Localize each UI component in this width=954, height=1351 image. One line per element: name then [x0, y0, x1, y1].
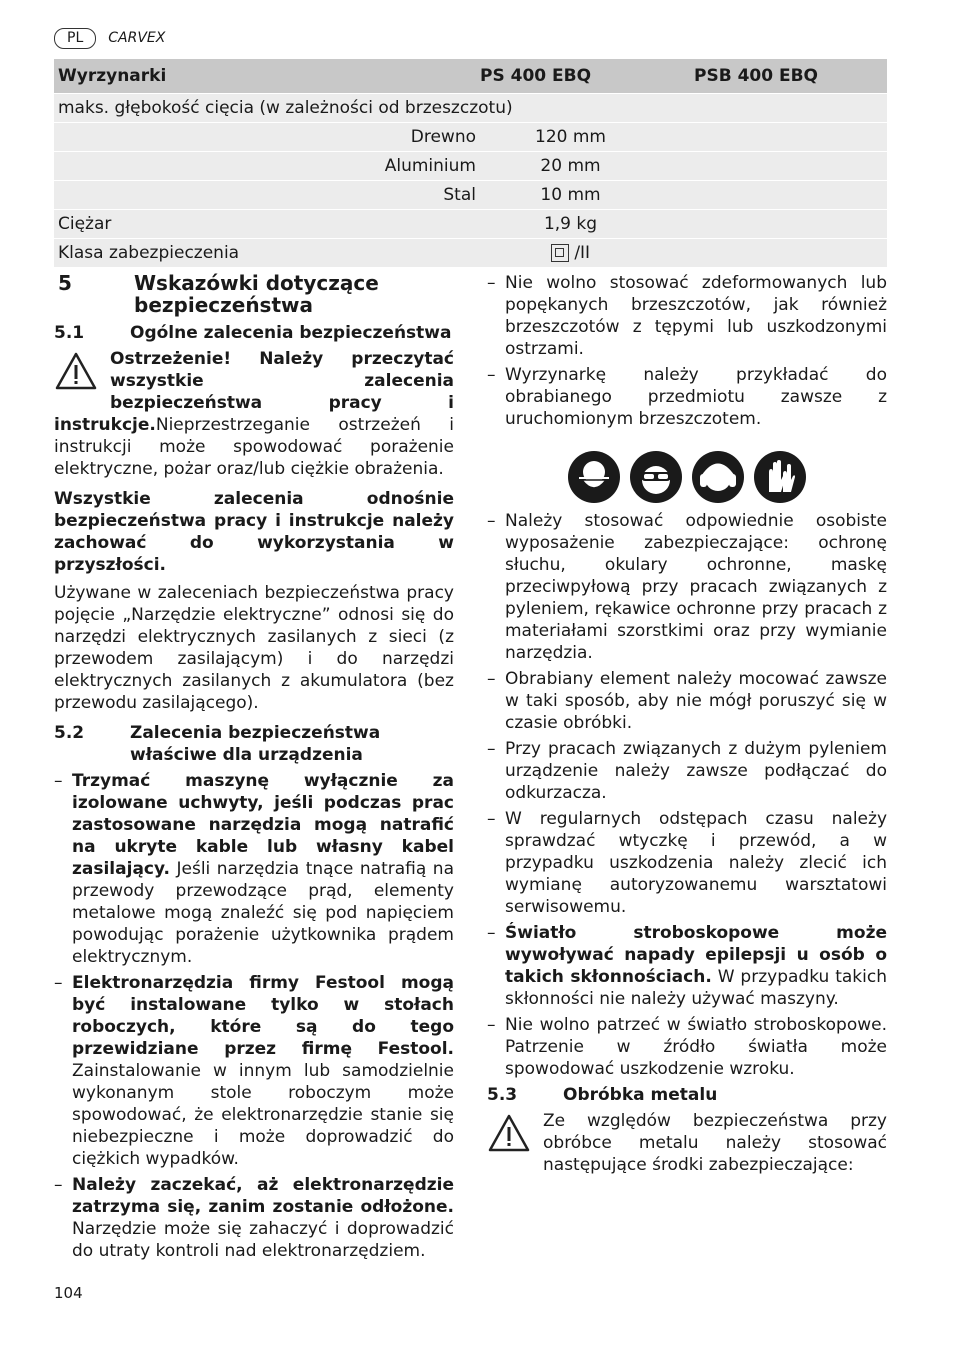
language-badge: PL [54, 28, 96, 49]
safety-goggles-icon [629, 450, 683, 504]
section-heading: Ogólne zalecenia bezpieczeństwa [130, 323, 452, 343]
table-row [54, 210, 887, 239]
warning-triangle-icon [487, 1112, 531, 1156]
warning-block [54, 348, 454, 480]
ear-protection-icon [691, 450, 745, 504]
page-number: 104 [54, 1284, 83, 1302]
warning-block [487, 1110, 887, 1176]
item-text: Nie wolno stosować zdeformowanych lub popękanych brzeszczotów, jak również brzeszczotów z tępymi lub uszkodzonymi ostrzami. [505, 273, 887, 359]
warning-text: Nieprzestrzeganie ostrzeżeń i instrukcji może spowodować porażenie elektryczne, pożar oraz/lub ciężkie obrażenia. [54, 415, 454, 479]
list-item: – Światło stroboskopowe może wywoływać napady epilepsji u osób o takich skłonnościach. W przypadku takich skłonności nie należy używać maszyny. [487, 923, 887, 1009]
ppe-icons [487, 450, 887, 504]
item-bold: Trzymać maszynę wyłącznie za izolowane uchwyty, jeśli podczas prac zastosowane narzędzia mogą natrafić na ukryte kable lub własny kabel zasilający. [72, 771, 454, 879]
item-text: Zainstalowanie w innym lub samodzielnie wykonanym stole roboczym może spowodować, że elektronarzędzie stanie się niebezpieczne i może doprowadzić do ciężkich wypadków. [72, 1061, 454, 1169]
list-item: – Wyrzynarkę należy przykładać do obrabianego przedmiotu zawsze z uruchomionym brzeszczotem. [487, 365, 887, 429]
row-label: Aluminium [54, 152, 480, 181]
section-5-3-title [487, 1084, 887, 1106]
section-number: 5.1 [54, 323, 85, 343]
row-value: 120 mm [480, 123, 887, 152]
row-value: 10 mm [480, 181, 887, 210]
section-number: 5 [58, 271, 72, 295]
row-label: Drewno [54, 123, 480, 152]
row-label: Stal [54, 181, 480, 210]
list-item: – Obrabiany element należy mocować zawsze w taki sposób, aby nie mógł poruszyć się w czasie obróbki. [487, 669, 887, 733]
item-bold: Należy zaczekać, aż elektronarzędzie zatrzyma się, zanim zostanie odłożone. [72, 1175, 454, 1217]
warning-triangle-icon [54, 350, 98, 394]
dust-mask-icon [567, 450, 621, 504]
item-text: Nie wolno patrzeć w światło stroboskopowe. Patrzenie w źródło światła może spowodować uszkodzenie wzroku. [505, 1015, 887, 1079]
item-bold: Elektronarzędzia firmy Festool mogą być instalowane tylko w stołach roboczych, które są do tego przewidziane przez firmę Festool. [72, 973, 454, 1059]
section-5-title [54, 272, 454, 316]
warning-text: Ze względów bezpieczeństwa przy obróbce metalu należy stosować następujące środki zabezpieczające: [543, 1111, 887, 1175]
item-text: Obrabiany element należy mocować zawsze w taki sposób, aby nie mógł poruszyć się w czasie obróbki. [505, 669, 887, 733]
section-number: 5.3 [487, 1085, 518, 1105]
list-item: – Należy stosować odpowiednie osobiste wyposażenie zabezpieczające: ochronę słuchu, okulary ochronne, maskę przeciwpyłową przy pracach związanych z pyleniem, rękawice ochronne przy pracach z materiałami szorstkimi oraz przy wymianie narzędzia. [487, 511, 887, 663]
section-5-1-title [54, 322, 454, 344]
warning-bold-text: Ostrzeżenie! Należy przeczytać wszystkie zalecenia bezpieczeństwa pracy i instrukcje. [54, 349, 454, 435]
row-label: Ciężar [54, 210, 480, 239]
section-heading: Zalecenia bezpieczeństwa właściwe dla urządzenia [130, 723, 381, 765]
brand-name: CARVEX [108, 30, 166, 46]
list-item: – Trzymać maszynę wyłącznie za izolowane uchwyty, jeśli podczas prac zastosowane narzędzia mogą natrafić na ukryte kable lub własny kabel zasilający. Jeśli narzędzia tnące natrafią na przewody przewodzące prąd, elementy metalowe mogą znaleźć się pod napięciem powodując porażenie użytkownika prądem elektrycznym. [54, 771, 454, 967]
row-value: 1,9 kg [480, 210, 887, 239]
item-text: W regularnych odstępach czasu należy sprawdzać wtyczkę i przewód, a w przypadku uszkodzenia należy zlecić ich wymianę autoryzowanemu warsztatowi serwisowemu. [505, 809, 887, 917]
list-item: – W regularnych odstępach czasu należy sprawdzać wtyczkę i przewód, a w przypadku uszkodzenia należy zlecić ich wymianę autoryzowanemu warsztatowi serwisowemu. [487, 809, 887, 917]
row-value: 20 mm [480, 152, 887, 181]
item-text: Narzędzie może się zahaczyć i doprowadzić do utraty kontroli nad elektronarzędziem. [72, 1219, 454, 1261]
row-value [480, 239, 887, 268]
table-row [54, 239, 887, 268]
paragraph: Wszystkie zalecenia odnośnie bezpieczeństwa pracy i instrukcje należy zachować do wykorzystania w przyszłości. [54, 489, 454, 575]
section-5-2-title [54, 722, 454, 766]
section-heading: Obróbka metalu [563, 1085, 718, 1105]
right-column [487, 272, 887, 1176]
page-header [54, 27, 165, 49]
section-heading: Wskazówki dotyczące bezpieczeństwa [134, 271, 379, 317]
list-item: – Elektronarzędzia firmy Festool mogą być instalowane tylko w stołach roboczych, które są do tego przewidziane przez firmę Festool. Zainstalowanie w innym lub samodzielnie wykonanym stole roboczym może spowodować, że elektronarzędzie stanie się niebezpieczne i może doprowadzić do ciężkich wypadków. [54, 973, 454, 1169]
spec-table [54, 58, 887, 267]
double-insulation-icon [551, 244, 569, 262]
table-row [54, 152, 887, 181]
header-cell: PSB 400 EBQ [690, 59, 887, 94]
item-text: W przypadku takich skłonności nie należy używać maszyny. [505, 967, 887, 1009]
row-label: Klasa zabezpieczenia [54, 239, 480, 268]
list-item: – Nie wolno patrzeć w światło stroboskopowe. Patrzenie w źródło światła może spowodować uszkodzenie wzroku. [487, 1015, 887, 1079]
spec-table-header [54, 59, 887, 94]
table-row [54, 181, 887, 210]
table-row [54, 123, 887, 152]
paragraph: Używane w zaleceniach bezpieczeństwa pracy pojęcie „Narzędzie elektryczne” odnosi się do narzędzi elektrycznych zasilanych z sieci (z przewodem zasilającym) i do narzędzi elektrycznych zasilanych z akumulatora (bez przewodu zasilającego). [54, 583, 454, 713]
left-column [54, 272, 454, 1266]
list-item: – Nie wolno stosować zdeformowanych lub popękanych brzeszczotów, jak również brzeszczotów z tępymi lub uszkodzonymi ostrzami. [487, 273, 887, 359]
protective-gloves-icon [753, 450, 807, 504]
item-text: Jeśli narzędzia tnące natrafią na przewody przewodzące prąd, elementy metalowe mogą znaleźć się pod napięciem powodując porażenie użytkownika prądem elektrycznym. [72, 859, 454, 967]
depth-label: maks. głębokość cięcia (w zależności od brzeszczotu) [54, 94, 887, 123]
item-text: Wyrzynarkę należy przykładać do obrabianego przedmiotu zawsze z uruchomionym brzeszczotem. [505, 365, 887, 429]
list-item: – Przy pracach związanych z dużym pyleniem urządzenie należy zawsze podłączać do odkurzacza. [487, 739, 887, 803]
header-cell: Wyrzynarki [54, 59, 480, 94]
header-cell: PS 400 EBQ [480, 59, 690, 94]
item-text: Przy pracach związanych z dużym pyleniem urządzenie należy zawsze podłączać do odkurzacza. [505, 739, 887, 803]
item-text: Należy stosować odpowiednie osobiste wyposażenie zabezpieczające: ochronę słuchu, okulary ochronne, maskę przeciwpyłową przy pracach związanych z pyleniem, rękawice ochronne przy pracach z materiałami szorstkimi oraz przy wymianie narzędzia. [505, 511, 887, 663]
item-bold: Światło stroboskopowe może wywoływać napady epilepsji u osób o takich skłonnościach. [505, 923, 887, 987]
section-number: 5.2 [54, 723, 85, 743]
table-row [54, 94, 887, 123]
list-item: – Należy zaczekać, aż elektronarzędzie zatrzyma się, zanim zostanie odłożone. Narzędzie może się zahaczyć i doprowadzić do utraty kontroli nad elektronarzędziem. [54, 1175, 454, 1261]
class-value: /II [574, 243, 591, 263]
